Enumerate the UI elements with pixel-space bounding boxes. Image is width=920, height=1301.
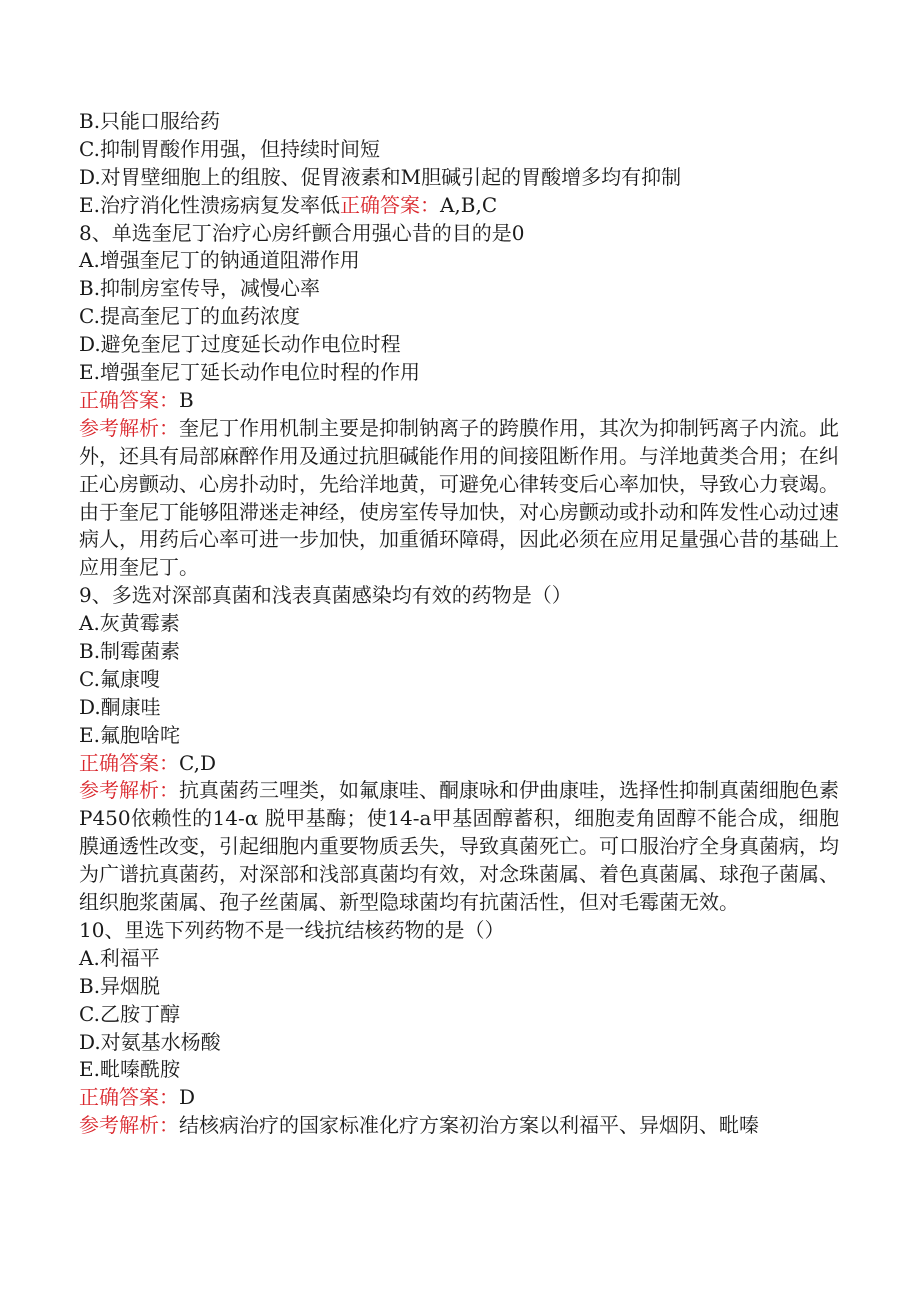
analysis-text: 抗真菌药三哩类，如氟康哇、酮康咏和伊曲康哇，选择性抑制真菌细胞色素P450依赖性的14-α 脱甲基酶；使14-a甲基固醇蓄积，细胞麦角固醇不能合成，细胞膜通透性改变，引起细胞内重要物质丢失，导致真菌死亡。可口服治疗全身真菌病，均为广谱抗真菌药，对深部和浅部真菌均有效，对念珠菌属、着色真菌属、球孢子菌属、组织胞浆菌属、孢子丝菌属、新型隐球菌均有抗菌活性，但对毛霉菌无效。	[79, 778, 839, 915]
option-line: B.制霉菌素	[79, 639, 181, 664]
document-page	[79, 108, 839, 1140]
option-line: A.灰黄霉素	[79, 611, 180, 636]
answer-label: 正确答案：	[339, 192, 440, 217]
analysis-line	[79, 1112, 839, 1140]
answer-value: A,B,C	[439, 192, 498, 217]
answer-label: 正确答案：	[79, 750, 179, 775]
question-title: 10、里选下列药物不是一线抗结核药物的是（）	[79, 918, 505, 942]
option-line: E.增强奎尼丁延长动作电位时程的作用	[79, 360, 420, 385]
answer-label: 正确答案：	[79, 387, 179, 412]
answer-value: B	[179, 387, 194, 412]
option-line: D.对氨基水杨酸	[79, 1029, 221, 1054]
analysis-paragraph	[79, 415, 839, 582]
answer-line	[79, 387, 839, 415]
analysis-label: 参考解析：	[79, 1113, 179, 1138]
analysis-text: 奎尼丁作用机制主要是抑制钠离子的跨膜作用，其次为抑制钙离子内流。此外，还具有局部麻醉作用及通过抗胆碱能作用的间接阻断作用。与洋地黄类合用；在纠正心房颤动、心房扑动时，先给洋地黄，可避免心律转变后心率加快，导致心力衰竭。由于奎尼丁能够阻滞迷走神经，使房室传导加快，对心房颤动或扑动和阵发性心动过速病人，用药后心率可进一步加快，加重循环障碍，因此必须在应用足量强心昔的基础上应用奎尼丁。	[79, 415, 839, 580]
analysis-label: 参考解析：	[79, 415, 179, 440]
option-line: C.抑制胃酸作用强，但持续时间短	[79, 136, 380, 161]
option-line-with-answer	[79, 192, 839, 220]
answer-line	[79, 1084, 839, 1112]
question-title: 8、单选奎尼丁治疗心房纤颤合用强心昔的目的是0	[79, 220, 525, 245]
analysis-paragraph	[79, 777, 839, 917]
option-line: B.只能口服给药	[79, 109, 221, 133]
option-text: E.治疗消化性溃疡病复发率低	[79, 192, 340, 217]
question-title: 9、多选对深部真菌和浅表真菌感染均有效的药物是（）	[79, 583, 572, 608]
option-line: D.对胃壁细胞上的组胺、促胃液素和M胆碱引起的胃酸增多均有抑制	[79, 164, 682, 189]
answer-value: D	[179, 1085, 196, 1110]
option-line: E.毗嗪酰胺	[79, 1057, 180, 1082]
option-line: C.氟康嗖	[79, 666, 160, 691]
answer-label: 正确答案：	[79, 1085, 179, 1110]
analysis-label: 参考解析：	[79, 778, 179, 803]
option-line: B.抑制房室传导，减慢心率	[79, 276, 321, 301]
option-line: C.乙胺丁醇	[79, 1001, 180, 1026]
option-line: D.避免奎尼丁过度延长动作电位时程	[79, 332, 401, 357]
option-line: A.利福平	[79, 945, 160, 970]
option-line: A.增强奎尼丁的钠通道阻滞作用	[79, 248, 360, 273]
option-line: C.提高奎尼丁的血药浓度	[79, 304, 300, 329]
analysis-text: 结核病治疗的国家标准化疗方案初治方案以利福平、异烟阴、毗嗪	[179, 1113, 759, 1138]
answer-value: C,D	[179, 750, 216, 775]
option-line: D.酮康哇	[79, 694, 161, 719]
answer-line	[79, 750, 839, 778]
option-line: E.氟胞啥咤	[79, 722, 180, 747]
option-line: B.异烟脱	[79, 973, 161, 998]
